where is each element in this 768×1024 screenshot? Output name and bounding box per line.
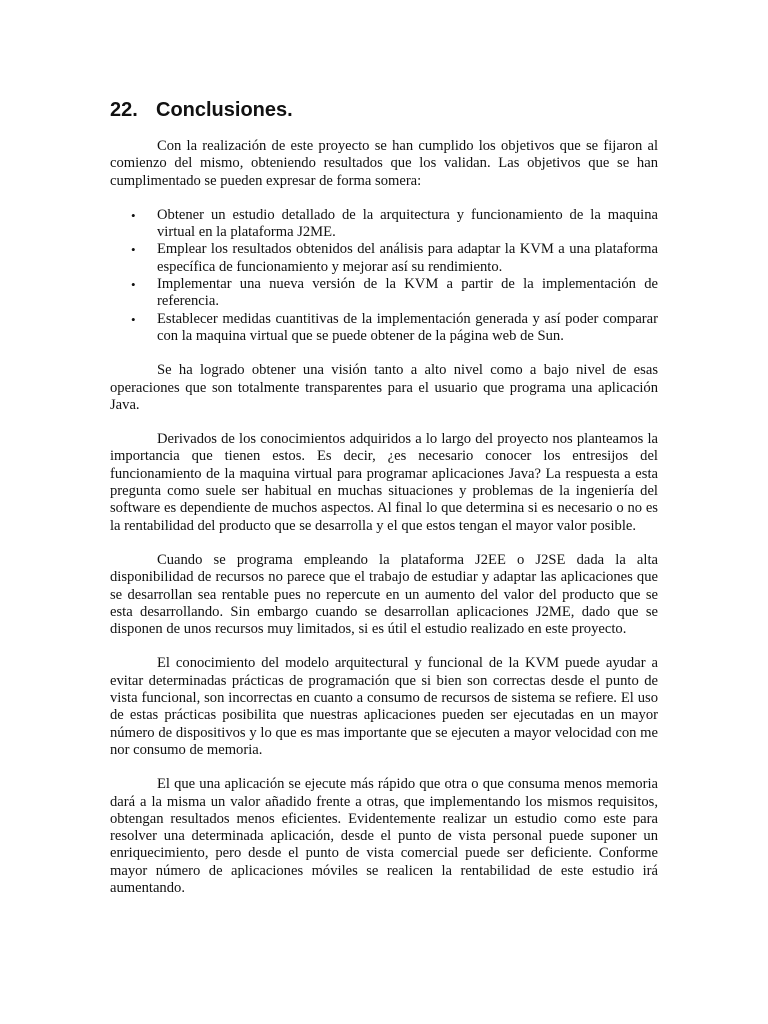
- bullet-icon: •: [131, 277, 136, 293]
- bullet-icon: •: [131, 207, 136, 223]
- intro-paragraph: Con la realización de este proyecto se han cumplido los objetivos que se fijaron al comienzo del mismo, obteniendo resultados que los validan. Las objetivos que se han cumplimentado se pueden expresar de forma somera:: [110, 138, 658, 189]
- bullet-icon: •: [131, 242, 136, 258]
- objective-text: Implementar una nueva versión de la KVM a partir de la implementación de referencia.: [157, 276, 658, 310]
- objectives-list: [110, 207, 658, 345]
- body-paragraph: Cuando se programa empleando la plataforma J2EE o J2SE dada la alta disponibilidad de recursos no parece que el trabajo de estudiar y adaptar las aplicaciones que se desarrollan sea rentable pues no repercute en un aumento del valor del producto que se esta desarrollando. Sin embargo cuando se desarrollan aplicaciones J2ME, dado que se disponen de unos recursos muy limitados, si es útil el estudio realizado en este proyecto.: [110, 551, 658, 638]
- section-number: 22.: [110, 99, 138, 121]
- objective-text: Establecer medidas cuantitivas de la implementación generada y así poder comparar con la maquina virtual que se puede obtener de la página web de Sun.: [157, 310, 658, 344]
- body-paragraph: Se ha logrado obtener una visión tanto a alto nivel como a bajo nivel de esas operaciones que son totalmente transparentes para el usuario que programa una aplicación Java.: [110, 362, 658, 413]
- section-heading: [110, 96, 658, 124]
- objective-text: Emplear los resultados obtenidos del análisis para adaptar la KVM a una plataforma específica de funcionamiento y mejorar así su rendimiento.: [157, 241, 658, 275]
- objective-item: [110, 311, 658, 346]
- bullet-icon: •: [131, 311, 136, 327]
- section-title: Conclusiones.: [156, 99, 293, 121]
- objective-item: [110, 276, 658, 311]
- objective-text: Obtener un estudio detallado de la arquitectura y funcionamiento de la maquina virtual en la plataforma J2ME.: [157, 206, 658, 241]
- objective-item: [110, 241, 658, 276]
- body-paragraph: El conocimiento del modelo arquitectural y funcional de la KVM puede ayudar a evitar determinadas prácticas de programación que si bien son correctas desde el punto de vista funcional, son incorrectas en cuanto a consumo de recursos de sistema se refiere. El uso de estas prácticas posibilita que nuestras aplicaciones pueden ser ejecutadas en un mayor número de dispositivos y lo que es mas importante que se ejecuten a mayor velocidad con me nor consumo de memoria.: [110, 655, 658, 758]
- document-page: [110, 96, 658, 914]
- body-paragraph: El que una aplicación se ejecute más rápido que otra o que consuma menos memoria dará a la misma un valor añadido frente a otras, que implementando los mismos requisitos, obtengan resultados menos eficientes. Evidentemente realizar un estudio como este para resolver una determinada aplicación, desde el punto de vista personal puede suponer un enriquecimiento, pero desde el punto de vista comercial puede ser deficiente. Conforme mayor número de aplicaciones móviles se realicen la rentabilidad de este estudio irá aumentando.: [110, 776, 658, 896]
- objective-item: [110, 207, 658, 242]
- body-paragraph: Derivados de los conocimientos adquiridos a lo largo del proyecto nos planteamos la importancia que tienen estos. Es decir, ¿es necesario conocer los entresijos del funcionamiento de la maquina virtual para programar aplicaciones Java? La respuesta a esta pregunta como suele ser habitual en muchas situaciones y problemas de la ingeniería del software es dependiente de muchos aspectos. Al final lo que determina si es necesario o no es la rentabilidad del producto que se desarrolla y el que estos tengan el mayor valor posible.: [110, 431, 658, 534]
